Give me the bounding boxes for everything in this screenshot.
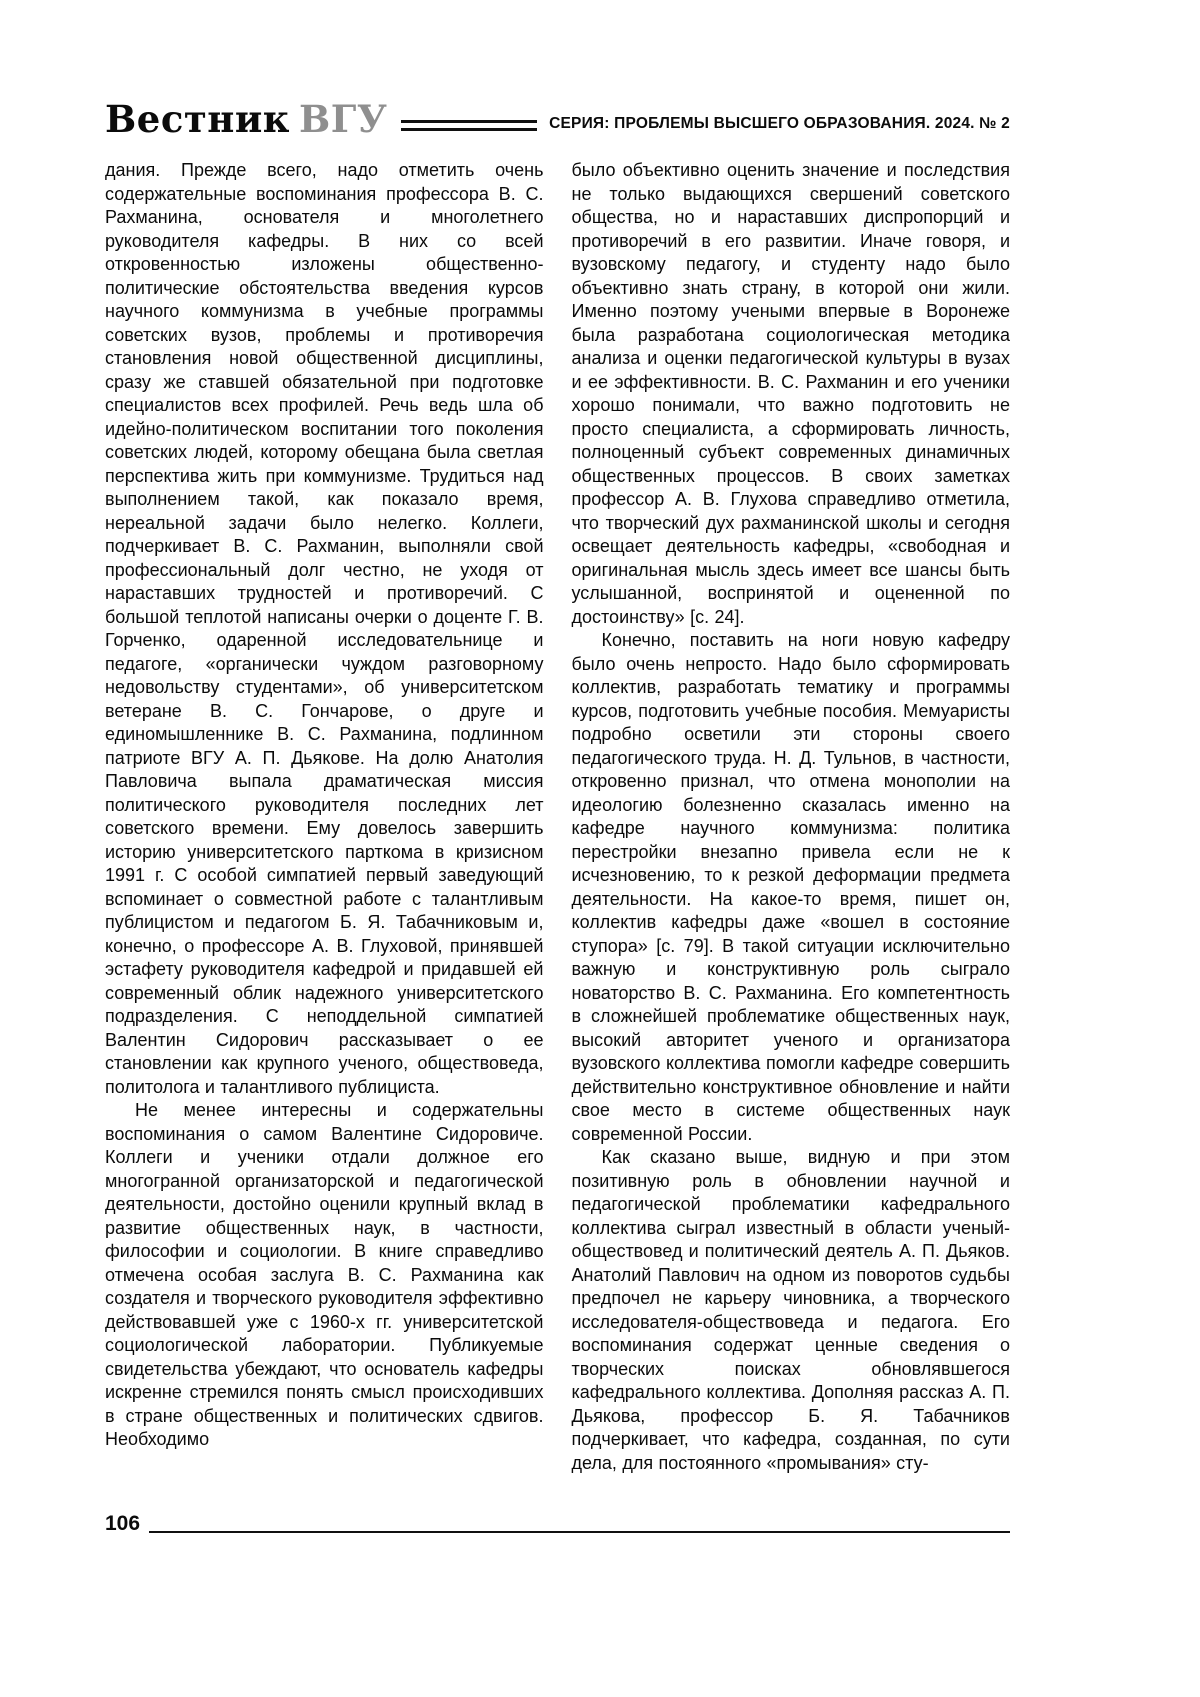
header-double-rule [401, 120, 537, 131]
body-paragraph: Как сказано выше, видную и при этом позитивную роль в обновлении научной и педагогической проблематики кафедрального коллектива сыграл известный в области ученый-обществовед и политический деятель А. П. Дьяков. Анатолий Павлович на одном из поворотов судьбы предпочел не карьеру чиновника, а творческого исследователя-обществоведа и педагога. Его воспоминания содержат ценные сведения о творческих поисках обновлявшегося кафедрального коллектива. Дополняя рассказ А. П. Дьякова, профессор Б. Я. Табачников подчеркивает, что кафедра, созданная, по сути дела, для постоянного «промывания» сту- [571, 1147, 1010, 1473]
article-body [105, 159, 1010, 1475]
left-column [105, 159, 544, 1475]
page-footer [105, 1513, 1010, 1534]
journal-logo [105, 97, 388, 141]
body-paragraph: Конечно, поставить на ноги новую кафедру было очень непросто. Надо было сформировать коллектив, разработать тематику и программы курсов, подготовить учебные пособия. Мемуаристы подробно осветили эти стороны своего педагогического труда. Н. Д. Тульнов, в частности, откровенно признал, что отмена монополии на идеологию болезненно сказалась именно на кафедре научного коммунизма: политика перестройки внезапно привела если не к исчезновению, то к резкой деформации предмета деятельности. На какое-то время, пишет он, коллектив кафедры даже «вошел в состояние ступора» [с. 79]. В такой ситуации исключительно важную и конструктивную роль сыграло новаторство В. С. Рахманина. Его компетентность в сложнейшей проблематике общественных наук, высокий авторитет ученого и организатора вузовского коллектива помогли кафедре совершить действительно конструктивное обновление и найти свое место в системе общественных наук современной России. [571, 630, 1010, 1144]
journal-page [105, 94, 1010, 1534]
body-paragraph: дания. Прежде всего, надо отметить очень содержательные воспоминания профессора В. С. Рахманина, основателя и многолетнего руководителя кафедры. В них со всей откровенностью изложены общественно-политические обстоятельства введения курсов научного коммунизма в учебные программы советских вузов, проблемы и противоречия становления новой общественной дисциплины, сразу же ставшей обязательной при подготовке специалистов всех профилей. Речь ведь шла об идейно-политическом воспитании того поколения советских людей, которому обещана была светлая перспектива жить при коммунизме. Трудиться над выполнением такой, как показало время, нереальной задачи было нелегко. Коллеги, подчеркивает В. С. Рахманин, выполняли свой профессиональный долг честно, не уходя от нараставших трудностей и противоречий. С большой теплотой написаны очерки о доценте Г. В. Горченко, одаренной исследовательнице и педагоге, «органически чуждом разговорному недовольству студентами», об университетском ветеране В. С. Гончарове, о друге и единомышленнике В. С. Рахманина, подлинном патриоте ВГУ А. П. Дьякове. На долю Анатолия Павловича выпала драматическая миссия политического руководителя последних лет советского времени. Ему довелось завершить историю университетского парткома в кризисном 1991 г. С особой симпатией первый заведующий вспоминает о совместной работе с талантливым публицистом и педагогом Б. Я. Табачниковым и, конечно, о профессоре А. В. Глуховой, принявшей эстафету руководителя кафедрой и придавшей ей современный облик надежного университетского подразделения. С неподдельной симпатией Валентин Сидорович рассказывает о ее становлении как крупного ученого, обществоведа, политолога и талантливого публициста. [105, 160, 544, 1097]
body-paragraph: было объективно оценить значение и последствия не только выдающихся свершений советского общества, но и нараставших диспропорций и противоречий в его развитии. Иначе говоря, и вузовскому педагогу, и студенту надо было объективно знать страну, в которой они жили. Именно поэтому учеными впервые в Воронеже была разработана социологическая методика анализа и оценки педагогической культуры в вузах и ее эффективности. В. С. Рахманин и его ученики хорошо понимали, что важно подготовить не просто специалиста, а сформировать личность, полноценный субъект современных динамичных общественных процессов. В своих заметках профессор А. В. Глухова справедливо отметила, что творческий дух рахманинской школы и сегодня освещает деятельность кафедры, «свободная и оригинальная мысль здесь имеет все шансы быть услышанной, воспринятой и оцененной по достоинству» [с. 24]. [571, 160, 1010, 627]
page-number: 106 [105, 1512, 141, 1535]
journal-logo-vgu: ВГУ [299, 97, 388, 141]
page-header [105, 94, 1010, 141]
series-title: СЕРИЯ: ПРОБЛЕМЫ ВЫСШЕГО ОБРАЗОВАНИЯ. 2024. № 2 [549, 115, 1010, 132]
footer-rule [149, 1531, 1010, 1533]
journal-logo-vestnik: Вестник [105, 97, 291, 141]
right-column [572, 159, 1011, 1475]
body-paragraph: Не менее интересны и содержательны воспоминания о самом Валентине Сидоровиче. Коллеги и ученики отдали должное его многогранной организаторской и педагогической деятельности, достойно оценили крупный вклад в развитие общественных наук, в частности, философии и социологии. В книге справедливо отмечена особая заслуга В. С. Рахманина как создателя и творческого руководителя эффективно действовавшей уже с 1960-х гг. университетской социологической лаборатории. Публикуемые свидетельства убеждают, что основатель кафедры искренне стремился понять смысл происходивших в стране общественных и политических сдвигов. Необходимо [105, 1100, 544, 1449]
